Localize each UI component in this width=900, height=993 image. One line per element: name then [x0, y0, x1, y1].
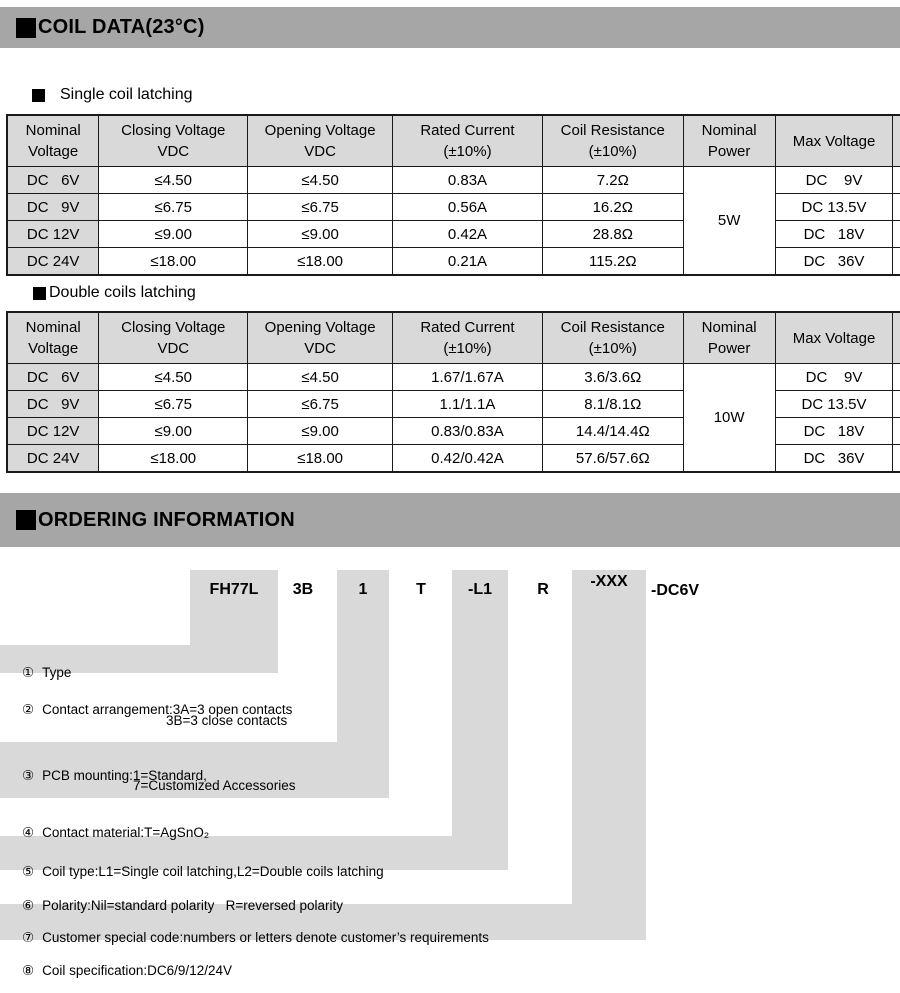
cell-max-voltage: DC 36V [775, 248, 893, 276]
section-square-icon [16, 18, 36, 38]
circled-1-icon: ① [22, 665, 35, 680]
cell-coil-resistance: 57.6/57.6Ω [542, 445, 683, 473]
cell-max-voltage: DC 36V [775, 445, 893, 473]
cell-nominal-voltage: DC 24V [7, 248, 99, 276]
circled-5-icon: ⑤ [22, 864, 35, 879]
code-segment-material: T [416, 581, 426, 598]
cell-sliver [893, 221, 900, 248]
cell-coil-resistance: 16.2Ω [542, 194, 683, 221]
double-coil-heading [33, 284, 196, 302]
stripe-coil-type [452, 570, 508, 837]
cell-sliver [893, 194, 900, 221]
coil-data-section-header [0, 7, 900, 48]
circled-7-icon: ⑦ [22, 930, 35, 945]
header-rated-current: Rated Current (±10%) [393, 115, 543, 167]
cell-coil-resistance: 8.1/8.1Ω [542, 391, 683, 418]
cell-coil-resistance: 3.6/3.6Ω [542, 364, 683, 391]
cell-closing-voltage: ≤18.00 [99, 445, 248, 473]
ordering-title: ORDERING INFORMATION [38, 508, 295, 531]
single-coil-heading [32, 86, 193, 104]
header-opening-voltage: Opening Voltage VDC [248, 312, 393, 364]
note-contact-material: ④ Contact material:T=AgSnO₂ [22, 825, 210, 840]
circled-8-icon: ⑧ [22, 963, 35, 978]
cell-coil-resistance: 115.2Ω [542, 248, 683, 276]
header-max-voltage: Max Voltage [775, 312, 893, 364]
table-header-row [7, 312, 900, 364]
circled-6-icon: ⑥ [22, 898, 35, 913]
cell-nominal-voltage: DC 6V [7, 364, 99, 391]
cell-rated-current: 0.42/0.42A [393, 445, 543, 473]
double-coil-heading-label: Double coils latching [49, 284, 196, 301]
cell-closing-voltage: ≤6.75 [99, 194, 248, 221]
table-row [7, 167, 900, 194]
cell-rated-current: 0.42A [393, 221, 543, 248]
cell-max-voltage: DC 13.5V [775, 194, 893, 221]
cell-nominal-power: 5W [683, 167, 775, 276]
circled-2-icon: ② [22, 702, 35, 717]
bullet-square-icon [32, 89, 45, 102]
note-coil-spec: ⑧ Coil specification:DC6/9/12/24V [22, 963, 232, 978]
cell-rated-current: 1.67/1.67A [393, 364, 543, 391]
note-special-code: ⑦ Customer special code:numbers or letters denote customer’s requirements [22, 930, 489, 945]
code-segment-pcb-mounting: 1 [358, 581, 368, 598]
header-closing-voltage: Closing Voltage VDC [99, 115, 248, 167]
code-segment-coil-type: -L1 [468, 581, 492, 598]
single-coil-heading-label: Single coil latching [60, 86, 193, 103]
note-pcb-mounting: ③ PCB mounting:1=Standard, [22, 768, 207, 783]
cell-max-voltage: DC 18V [775, 418, 893, 445]
cell-nominal-voltage: DC 6V [7, 167, 99, 194]
note-coil-type: ⑤ Coil type:L1=Single coil latching,L2=Double coils latching [22, 864, 384, 879]
cell-coil-resistance: 14.4/14.4Ω [542, 418, 683, 445]
cell-max-voltage: DC 13.5V [775, 391, 893, 418]
cell-opening-voltage: ≤4.50 [248, 167, 393, 194]
code-segment-coil-spec: -DC6V [651, 582, 700, 599]
header-sliver [893, 312, 900, 364]
code-segment-polarity: R [537, 581, 549, 598]
note-polarity: ⑥ Polarity:Nil=standard polarity R=reversed polarity [22, 898, 344, 913]
cell-nominal-voltage: DC 9V [7, 194, 99, 221]
ordering-section-header [0, 493, 900, 547]
code-segment-special-code: -XXX [590, 573, 628, 590]
cell-closing-voltage: ≤9.00 [99, 418, 248, 445]
cell-closing-voltage: ≤4.50 [99, 364, 248, 391]
cell-closing-voltage: ≤9.00 [99, 221, 248, 248]
table-row [7, 364, 900, 391]
cell-nominal-voltage: DC 24V [7, 445, 99, 473]
header-nominal-power: Nominal Power [683, 312, 775, 364]
bullet-square-icon [33, 287, 46, 300]
cell-coil-resistance: 7.2Ω [542, 167, 683, 194]
circled-3-icon: ③ [22, 768, 35, 783]
cell-closing-voltage: ≤4.50 [99, 167, 248, 194]
cell-opening-voltage: ≤18.00 [248, 445, 393, 473]
cell-sliver [893, 364, 900, 391]
note-contact-arrangement: ② Contact arrangement:3A=3 open contacts [22, 702, 293, 717]
cell-nominal-voltage: DC 12V [7, 418, 99, 445]
cell-sliver [893, 445, 900, 473]
header-nominal-voltage: Nominal Voltage [7, 115, 99, 167]
header-nominal-power: Nominal Power [683, 115, 775, 167]
code-segment-type: FH77L [209, 581, 259, 598]
cell-closing-voltage: ≤6.75 [99, 391, 248, 418]
cell-opening-voltage: ≤6.75 [248, 194, 393, 221]
header-coil-resistance: Coil Resistance (±10%) [542, 115, 683, 167]
cell-opening-voltage: ≤18.00 [248, 248, 393, 276]
cell-sliver [893, 167, 900, 194]
header-rated-current: Rated Current (±10%) [393, 312, 543, 364]
cell-opening-voltage: ≤9.00 [248, 221, 393, 248]
cell-max-voltage: DC 9V [775, 364, 893, 391]
header-opening-voltage: Opening Voltage VDC [248, 115, 393, 167]
cell-rated-current: 0.21A [393, 248, 543, 276]
cell-rated-current: 0.83/0.83A [393, 418, 543, 445]
note-contact-arrangement-line2: 3B=3 close contacts [166, 713, 288, 728]
cell-opening-voltage: ≤9.00 [248, 418, 393, 445]
cell-coil-resistance: 28.8Ω [542, 221, 683, 248]
cell-max-voltage: DC 9V [775, 167, 893, 194]
circled-4-icon: ④ [22, 825, 35, 840]
cell-rated-current: 0.83A [393, 167, 543, 194]
cell-opening-voltage: ≤6.75 [248, 391, 393, 418]
cell-closing-voltage: ≤18.00 [99, 248, 248, 276]
header-sliver [893, 115, 900, 167]
table-header-row [7, 115, 900, 167]
cell-sliver [893, 248, 900, 276]
header-closing-voltage: Closing Voltage VDC [99, 312, 248, 364]
cell-sliver [893, 391, 900, 418]
code-segment-arrangement: 3B [292, 581, 314, 598]
cell-sliver [893, 418, 900, 445]
single-coil-table [6, 114, 900, 276]
coil-data-title: COIL DATA(23°C) [38, 16, 205, 38]
cell-rated-current: 1.1/1.1A [393, 391, 543, 418]
header-coil-resistance: Coil Resistance (±10%) [542, 312, 683, 364]
cell-nominal-voltage: DC 12V [7, 221, 99, 248]
cell-nominal-power: 10W [683, 364, 775, 473]
double-coil-table [6, 311, 900, 473]
header-max-voltage: Max Voltage [775, 115, 893, 167]
cell-opening-voltage: ≤4.50 [248, 364, 393, 391]
cell-max-voltage: DC 18V [775, 221, 893, 248]
note-type: ① Type [22, 665, 72, 680]
stripe-special-code [572, 570, 646, 905]
section-square-icon [16, 510, 36, 530]
cell-nominal-voltage: DC 9V [7, 391, 99, 418]
header-nominal-voltage: Nominal Voltage [7, 312, 99, 364]
cell-rated-current: 0.56A [393, 194, 543, 221]
note-pcb-mounting-line2: 7=Customized Accessories [133, 778, 296, 793]
